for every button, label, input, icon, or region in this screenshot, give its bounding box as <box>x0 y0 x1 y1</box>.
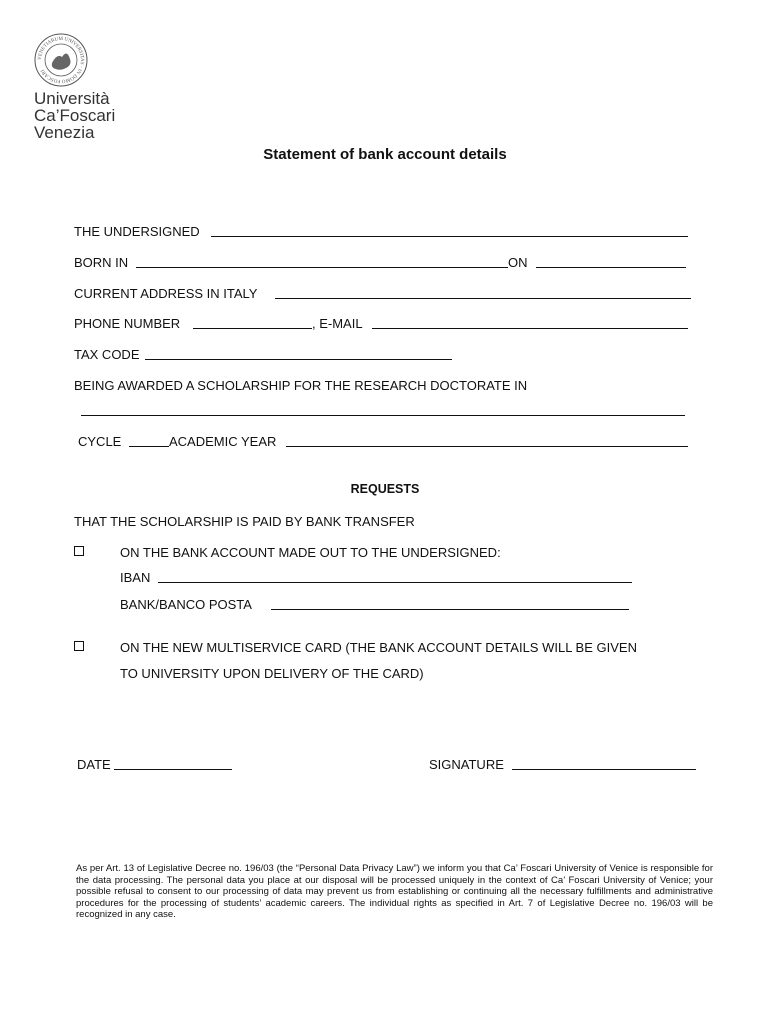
academic-year-field[interactable] <box>286 446 688 447</box>
university-name-line-2: Ca’Foscari <box>34 106 116 125</box>
date-field[interactable] <box>114 769 232 770</box>
phone-field[interactable] <box>193 328 312 329</box>
multiservice-card-checkbox[interactable] <box>74 641 84 651</box>
bank-account-checkbox[interactable] <box>74 546 84 556</box>
iban-field[interactable] <box>158 582 632 583</box>
cycle-label: CYCLE <box>78 434 122 449</box>
cycle-field[interactable] <box>129 446 169 447</box>
address-field[interactable] <box>275 298 691 299</box>
privacy-notice: As per Art. 13 of Legislative Decree no. 196/03 (the “Personal Data Privacy Law”) we inform you that Ca’ Foscari University of Venice is responsible for the data processing. The personal data you place at our disposal will be processed uniquely in the context of Ca’ Foscari University of Venice; your possible refusal to consent to our processing of data may prevent us from establishing or continuing all the necessary fulfillments and administrative procedures for the processing of students’ academic careers. The individual rights as specified in Art. 7 of Legislative Decree no. 196/03 will be recognized in any case. <box>76 863 713 920</box>
svg-text:VENETIARUM UNIVERSITAS · IN DO: VENETIARUM UNIVERSITAS · IN DOMO FOSCARI <box>37 36 85 84</box>
born-in-field[interactable] <box>136 267 508 268</box>
university-name-line-3: Venezia <box>34 123 95 142</box>
birth-date-label: ON <box>508 255 528 270</box>
document-title: Statement of bank account details <box>263 146 507 163</box>
requests-intro: THAT THE SCHOLARSHIP IS PAID BY BANK TRANSFER <box>74 514 415 529</box>
tax-code-label: TAX CODE <box>74 347 140 362</box>
scholarship-label: BEING AWARDED A SCHOLARSHIP FOR THE RESEARCH DOCTORATE IN <box>74 378 528 393</box>
university-name-line-1: Università <box>34 89 110 108</box>
doctorate-field[interactable] <box>81 415 685 416</box>
address-label: CURRENT ADDRESS IN ITALY <box>74 286 258 301</box>
signature-label: SIGNATURE <box>429 757 504 772</box>
phone-label: PHONE NUMBER <box>74 316 181 331</box>
undersigned-field[interactable] <box>211 236 688 237</box>
email-field[interactable] <box>372 328 688 329</box>
tax-code-field[interactable] <box>145 359 452 360</box>
undersigned-label: THE UNDERSIGNED <box>74 224 200 239</box>
birth-date-field[interactable] <box>536 267 686 268</box>
multiservice-card-option-line-2: TO UNIVERSITY UPON DELIVERY OF THE CARD) <box>120 666 424 681</box>
multiservice-card-option-line-1: ON THE NEW MULTISERVICE CARD (THE BANK ACCOUNT DETAILS WILL BE GIVEN <box>120 640 637 655</box>
university-name <box>34 90 115 141</box>
bank-account-option-label: ON THE BANK ACCOUNT MADE OUT TO THE UNDERSIGNED: <box>120 545 501 560</box>
requests-heading: REQUESTS <box>350 482 420 496</box>
bank-label: BANK/BANCO POSTA <box>120 597 252 612</box>
academic-year-label: ACADEMIC YEAR <box>169 434 277 449</box>
email-label: , E-MAIL <box>312 316 363 331</box>
university-seal-logo <box>34 33 88 87</box>
date-label: DATE <box>77 757 111 772</box>
born-in-label: BORN IN <box>74 255 129 270</box>
signature-field[interactable] <box>512 769 696 770</box>
bank-field[interactable] <box>271 609 629 610</box>
iban-label: IBAN <box>120 570 151 585</box>
